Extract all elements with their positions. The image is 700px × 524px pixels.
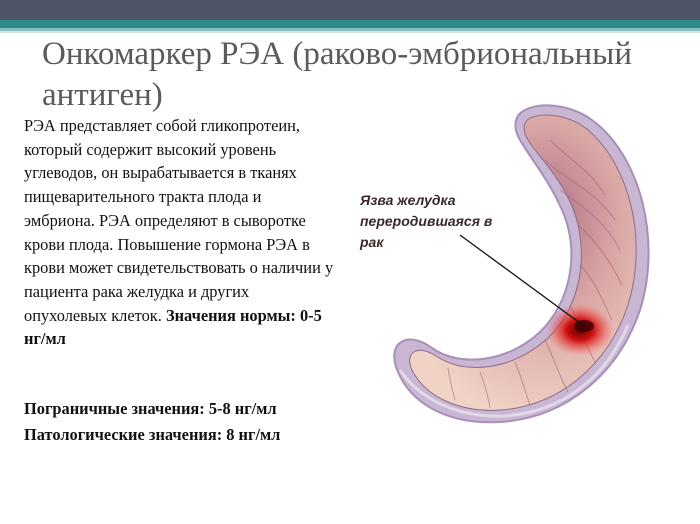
body-paragraph — [24, 114, 336, 351]
slide-accent-stripe-faint — [0, 31, 700, 33]
pathological-values-text: Патологические значения: 8 нг/мл — [24, 425, 281, 444]
slide-title: Онкомаркер РЭА (раково-эмбриональный антиген) — [42, 36, 633, 113]
normal-values-text: Значения нормы: 0-5 нг/мл — [24, 305, 322, 349]
slide-accent-stripe — [0, 20, 700, 28]
borderline-values-text: Пограничные значения: 5-8 нг/мл — [24, 399, 277, 418]
ulcer-label: Язва желудка переродившаяся в рак — [360, 192, 493, 250]
slide-top-bar — [0, 0, 700, 20]
description-text: РЭА представляет собой гликопротеин, который содержит высокий уровень углеводов, он вырабатывается в тканях пищеварительного тракта плода и эмбриона. РЭА определяют в сыворотке крови плода. Повышение гормона РЭА в крови может свидетельствовать о наличии у пациента рака желудка и других опухолевых клеток. — [24, 116, 334, 325]
stomach-illustration — [340, 100, 685, 430]
